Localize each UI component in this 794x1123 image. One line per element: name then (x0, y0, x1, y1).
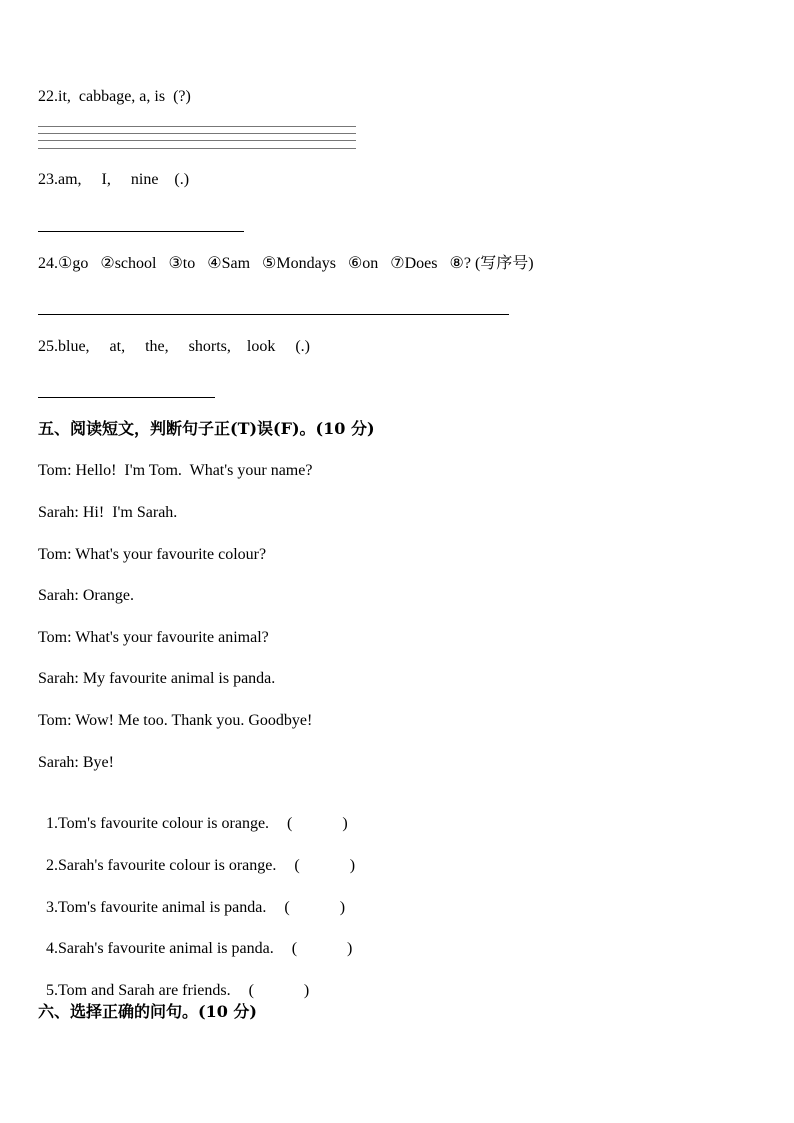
dialogue-line: Tom: Hello! I'm Tom. What's your name? (38, 462, 313, 479)
question-22: 22.it, cabbage, a, is (?) (38, 88, 191, 105)
answer-bracket-close: ) (342, 815, 348, 832)
dialogue-line: Tom: What's your favourite colour? (38, 546, 267, 563)
statement-1 (38, 794, 348, 834)
statement-2 (38, 836, 355, 876)
answer-line-22b (38, 133, 356, 134)
statement-text: 1.Tom's favourite colour is orange. (46, 815, 270, 832)
dialogue-line: Sarah: Hi! I'm Sarah. (38, 504, 178, 521)
dialogue-line: Tom: What's your favourite animal? (38, 629, 269, 646)
question-25: 25.blue, at, the, shorts, look (.) (38, 338, 310, 355)
statement-3 (38, 878, 345, 918)
answer-bracket-open: ( (291, 940, 298, 957)
answer-line-24 (38, 314, 509, 315)
section-6-title: 六、选择正确的问句。(10 分) (38, 1002, 257, 1021)
section-5-title: 五、阅读短文，判断句子正(T)误(F)。(10 分) (38, 419, 375, 438)
dialogue-line: Sarah: Bye! (38, 754, 114, 771)
answer-line-22c (38, 140, 356, 141)
answer-line-22a (38, 126, 356, 127)
answer-bracket-close: ) (339, 899, 346, 916)
dialogue-line: Sarah: My favourite animal is panda. (38, 670, 276, 687)
statement-text: 4.Sarah's favourite animal is panda. (46, 940, 274, 957)
answer-bracket-close: ) (347, 940, 353, 957)
answer-bracket-open: ( (248, 982, 254, 999)
statement-text: 3.Tom's favourite animal is panda. (46, 899, 267, 916)
statement-5 (38, 961, 309, 1001)
answer-bracket-open: ( (287, 815, 293, 832)
question-24: 24.①go ②school ③to ④Sam ⑤Mondays ⑥on ⑦Does ⑧? (写序号) (38, 255, 534, 272)
answer-line-22d (38, 148, 356, 149)
question-23: 23.am, I, nine (.) (38, 171, 190, 188)
statement-4 (38, 919, 352, 959)
answer-bracket-open: ( (284, 899, 290, 916)
dialogue-line: Sarah: Orange. (38, 587, 134, 604)
answer-bracket-open: ( (294, 857, 300, 874)
answer-bracket-close: ) (303, 982, 310, 999)
dialogue-line: Tom: Wow! Me too. Thank you. Goodbye! (38, 712, 313, 729)
statement-text: 5.Tom and Sarah are friends. (46, 982, 231, 999)
answer-line-25 (38, 397, 215, 398)
answer-bracket-close: ) (349, 857, 356, 874)
answer-line-23 (38, 231, 244, 232)
statement-text: 2.Sarah's favourite colour is orange. (46, 857, 277, 874)
